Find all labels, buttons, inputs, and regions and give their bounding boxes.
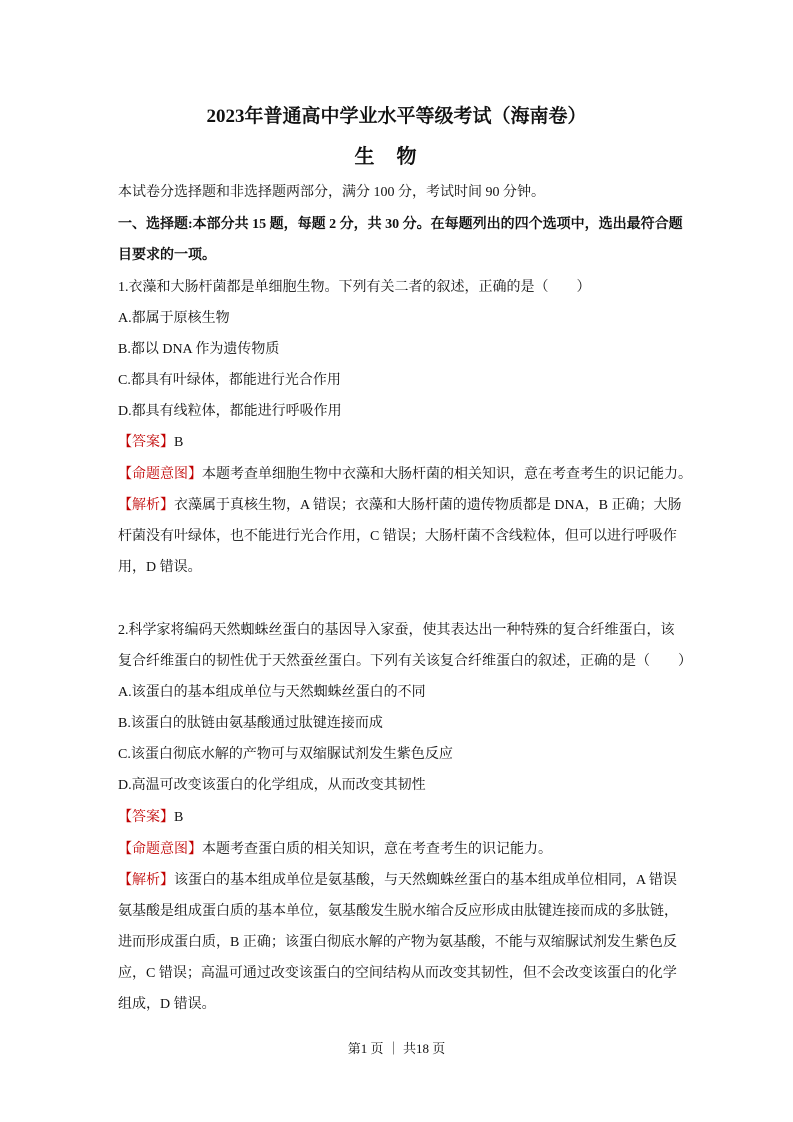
q2-stem-cont: 复合纤维蛋白的韧性优于天然蚕丝蛋白。下列有关该复合纤维蛋白的叙述，正确的是（ ） <box>118 654 692 669</box>
page-title: 2023年普通高中学业水平等级考试（海南卷） <box>206 106 587 127</box>
q2-option-d: D.高温可改变该蛋白的化学组成，从而改变其韧性 <box>118 778 426 793</box>
answer-tag: 【答案】 <box>118 810 174 825</box>
analysis-tag: 【解析】 <box>118 873 174 888</box>
q1-option-d: D.都具有线粒体，都能进行呼吸作用 <box>118 404 342 419</box>
analysis-text: 衣藻属于真核生物，A 错误；衣藻和大肠杆菌的遗传物质都是 DNA，B 正确；大肠 <box>174 498 682 513</box>
q2-option-b: B.该蛋白的肽链由氨基酸通过肽键连接而成 <box>118 716 383 731</box>
page-footer: 第1 页 ｜ 共18 页 <box>347 1041 446 1056</box>
intent-text: 本题考查单细胞生物中衣藻和大肠杆菌的相关知识，意在考查考生的识记能力。 <box>202 467 692 482</box>
subject-title: 生物 <box>354 146 439 168</box>
q2-answer <box>118 808 183 828</box>
q1-analysis-line: 杆菌没有叶绿体，也不能进行光合作用，C 错误；大肠杆菌不含线粒体，但可以进行呼吸作 <box>118 529 677 544</box>
q2-analysis-line: 应，C 错误；高温可通过改变该蛋白的空间结构从而改变其韧性，但不会改变该蛋白的化学 <box>118 966 677 981</box>
q1-intent <box>118 465 692 485</box>
q1-option-c: C.都具有叶绿体，都能进行光合作用 <box>118 373 341 388</box>
answer-value: B <box>174 810 184 825</box>
section-heading-cont: 目要求的一项。 <box>118 248 216 263</box>
intro: 本试卷分选择题和非选择题两部分，满分 100 分，考试时间 90 分钟。 <box>118 185 545 200</box>
answer-tag: 【答案】 <box>118 435 174 450</box>
q1-option-a: A.都属于原核生物 <box>118 311 230 326</box>
q1-stem: 1.衣藻和大肠杆菌都是单细胞生物。下列有关二者的叙述，正确的是（ ） <box>118 280 591 295</box>
q2-option-a: A.该蛋白的基本组成单位与天然蜘蛛丝蛋白的不同 <box>118 685 426 700</box>
analysis-tag: 【解析】 <box>118 498 174 513</box>
q2-analysis-line: 组成，D 错误。 <box>118 997 216 1012</box>
q2-analysis-line: 氨基酸是组成蛋白质的基本单位，氨基酸发生脱水缩合反应形成由肽键连接而成的多肽链， <box>118 904 678 919</box>
q2-intent <box>118 840 552 860</box>
section-heading: 一、选择题:本部分共 15 题，每题 2 分，共 30 分。在每题列出的四个选项中，选出最符合题 <box>118 217 683 232</box>
q2-analysis-line: 进而形成蛋白质，B 正确；该蛋白彻底水解的产物为氨基酸，不能与双缩脲试剂发生紫色反 <box>118 935 677 950</box>
q1-analysis <box>118 496 682 516</box>
q2-stem: 2.科学家将编码天然蜘蛛丝蛋白的基因导入家蚕，使其表达出一种特殊的复合纤维蛋白，该 <box>118 623 675 638</box>
q2-analysis <box>118 871 677 891</box>
analysis-text: 该蛋白的基本组成单位是氨基酸，与天然蜘蛛丝蛋白的基本组成单位相同，A 错误 <box>174 873 677 888</box>
intent-tag: 【命题意图】 <box>118 467 202 482</box>
intent-text: 本题考查蛋白质的相关知识，意在考查考生的识记能力。 <box>202 842 552 857</box>
q1-analysis-line: 用，D 错误。 <box>118 560 202 575</box>
answer-value: B <box>174 435 184 450</box>
intent-tag: 【命题意图】 <box>118 842 202 857</box>
q1-option-b: B.都以 DNA 作为遗传物质 <box>118 342 280 357</box>
q2-option-c: C.该蛋白彻底水解的产物可与双缩脲试剂发生紫色反应 <box>118 747 453 762</box>
q1-answer <box>118 433 183 453</box>
